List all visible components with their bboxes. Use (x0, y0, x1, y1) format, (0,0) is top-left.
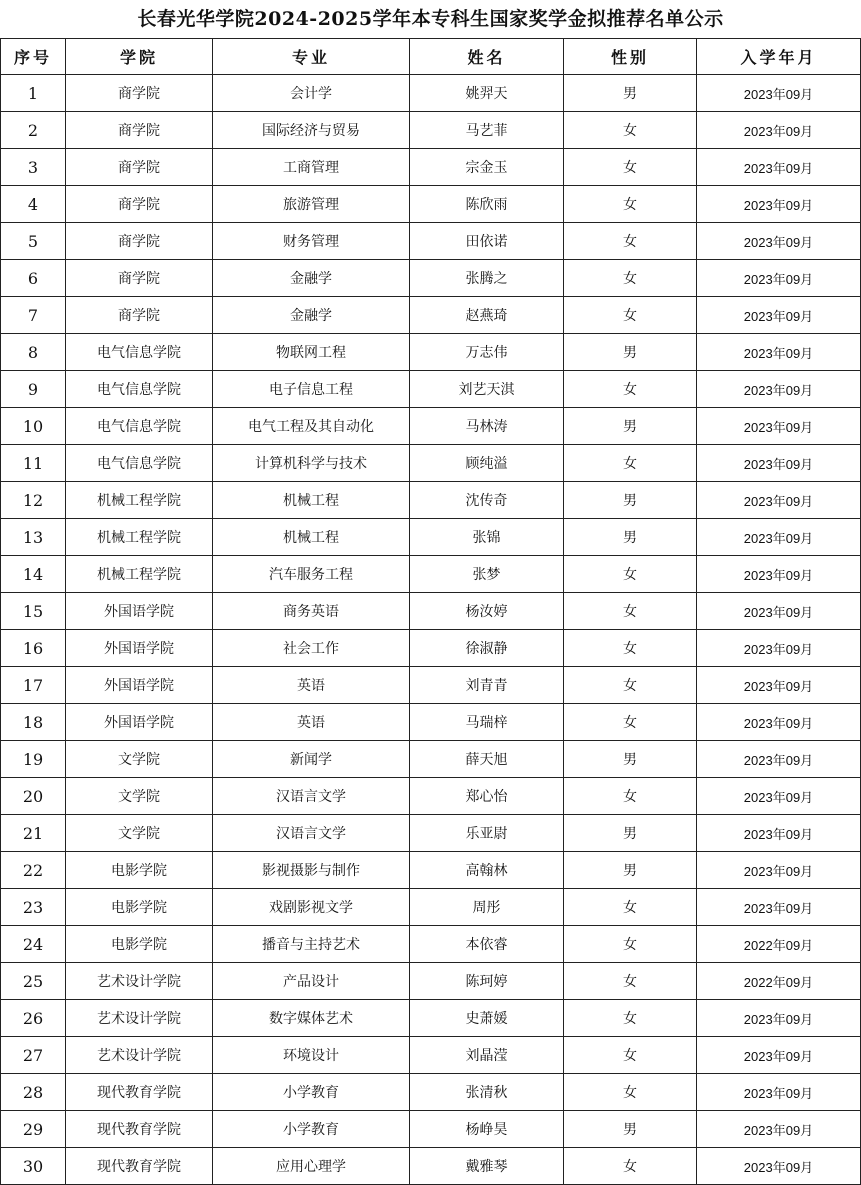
cell-gender: 女 (564, 593, 697, 630)
cell-college: 机械工程学院 (66, 556, 213, 593)
table-row (1, 963, 861, 1000)
cell-gender: 女 (564, 1148, 697, 1185)
cell-college: 电气信息学院 (66, 371, 213, 408)
cell-college: 现代教育学院 (66, 1148, 213, 1185)
cell-gender: 男 (564, 815, 697, 852)
cell-major: 播音与主持艺术 (213, 926, 410, 963)
cell-enrollment-date: 2023年09月 (697, 223, 861, 260)
cell-name: 田依诺 (410, 223, 564, 260)
cell-name: 本依睿 (410, 926, 564, 963)
table-row (1, 223, 861, 260)
cell-college: 电影学院 (66, 889, 213, 926)
cell-major: 影视摄影与制作 (213, 852, 410, 889)
cell-major: 金融学 (213, 260, 410, 297)
cell-serial: 14 (1, 556, 66, 593)
cell-gender: 男 (564, 75, 697, 112)
table-row (1, 186, 861, 223)
cell-serial: 28 (1, 1074, 66, 1111)
table-row (1, 371, 861, 408)
table-body (1, 75, 861, 1185)
cell-major: 机械工程 (213, 519, 410, 556)
cell-enrollment-date: 2023年09月 (697, 1148, 861, 1185)
cell-serial: 30 (1, 1148, 66, 1185)
cell-name: 刘艺天淇 (410, 371, 564, 408)
cell-gender: 女 (564, 1074, 697, 1111)
cell-serial: 17 (1, 667, 66, 704)
cell-gender: 男 (564, 519, 697, 556)
cell-name: 沈传奇 (410, 482, 564, 519)
cell-name: 刘青青 (410, 667, 564, 704)
cell-enrollment-date: 2023年09月 (697, 334, 861, 371)
table-row (1, 778, 861, 815)
cell-major: 社会工作 (213, 630, 410, 667)
cell-enrollment-date: 2023年09月 (697, 445, 861, 482)
cell-college: 外国语学院 (66, 593, 213, 630)
cell-serial: 24 (1, 926, 66, 963)
table-row (1, 1037, 861, 1074)
cell-college: 电气信息学院 (66, 334, 213, 371)
cell-college: 艺术设计学院 (66, 1037, 213, 1074)
cell-gender: 女 (564, 963, 697, 1000)
cell-enrollment-date: 2022年09月 (697, 926, 861, 963)
cell-enrollment-date: 2023年09月 (697, 1111, 861, 1148)
cell-name: 张腾之 (410, 260, 564, 297)
cell-major: 机械工程 (213, 482, 410, 519)
cell-college: 电影学院 (66, 926, 213, 963)
cell-college: 文学院 (66, 778, 213, 815)
cell-serial: 4 (1, 186, 66, 223)
cell-serial: 1 (1, 75, 66, 112)
table-row (1, 482, 861, 519)
header-gender: 性别 (564, 39, 697, 75)
cell-major: 物联网工程 (213, 334, 410, 371)
cell-name: 马艺菲 (410, 112, 564, 149)
cell-name: 宗金玉 (410, 149, 564, 186)
cell-college: 艺术设计学院 (66, 1000, 213, 1037)
cell-college: 电气信息学院 (66, 445, 213, 482)
cell-enrollment-date: 2023年09月 (697, 1000, 861, 1037)
cell-serial: 26 (1, 1000, 66, 1037)
cell-name: 高翰林 (410, 852, 564, 889)
cell-major: 会计学 (213, 75, 410, 112)
header-name: 姓名 (410, 39, 564, 75)
cell-college: 文学院 (66, 815, 213, 852)
cell-college: 外国语学院 (66, 630, 213, 667)
cell-major: 环境设计 (213, 1037, 410, 1074)
cell-name: 赵燕琦 (410, 297, 564, 334)
cell-college: 现代教育学院 (66, 1074, 213, 1111)
cell-major: 戏剧影视文学 (213, 889, 410, 926)
table-row (1, 556, 861, 593)
cell-college: 机械工程学院 (66, 482, 213, 519)
cell-serial: 16 (1, 630, 66, 667)
cell-serial: 8 (1, 334, 66, 371)
cell-gender: 女 (564, 778, 697, 815)
cell-enrollment-date: 2023年09月 (697, 519, 861, 556)
cell-enrollment-date: 2023年09月 (697, 667, 861, 704)
cell-college: 电气信息学院 (66, 408, 213, 445)
cell-serial: 11 (1, 445, 66, 482)
cell-major: 国际经济与贸易 (213, 112, 410, 149)
cell-enrollment-date: 2023年09月 (697, 75, 861, 112)
cell-gender: 女 (564, 1037, 697, 1074)
cell-serial: 21 (1, 815, 66, 852)
cell-gender: 女 (564, 371, 697, 408)
cell-enrollment-date: 2023年09月 (697, 408, 861, 445)
cell-enrollment-date: 2023年09月 (697, 1074, 861, 1111)
cell-major: 旅游管理 (213, 186, 410, 223)
cell-enrollment-date: 2023年09月 (697, 112, 861, 149)
table-row (1, 1148, 861, 1185)
table-row (1, 112, 861, 149)
cell-gender: 女 (564, 630, 697, 667)
cell-college: 电影学院 (66, 852, 213, 889)
cell-gender: 女 (564, 297, 697, 334)
cell-enrollment-date: 2023年09月 (697, 297, 861, 334)
cell-college: 外国语学院 (66, 704, 213, 741)
cell-serial: 20 (1, 778, 66, 815)
cell-serial: 19 (1, 741, 66, 778)
cell-name: 顾纯溢 (410, 445, 564, 482)
cell-serial: 3 (1, 149, 66, 186)
table-row (1, 852, 861, 889)
table-row (1, 445, 861, 482)
cell-serial: 18 (1, 704, 66, 741)
cell-college: 艺术设计学院 (66, 963, 213, 1000)
table-row (1, 1111, 861, 1148)
cell-enrollment-date: 2023年09月 (697, 852, 861, 889)
cell-major: 应用心理学 (213, 1148, 410, 1185)
cell-serial: 13 (1, 519, 66, 556)
cell-gender: 男 (564, 1111, 697, 1148)
table-row (1, 408, 861, 445)
cell-gender: 女 (564, 260, 697, 297)
cell-enrollment-date: 2023年09月 (697, 889, 861, 926)
header-major: 专业 (213, 39, 410, 75)
cell-serial: 25 (1, 963, 66, 1000)
cell-college: 商学院 (66, 112, 213, 149)
cell-major: 汽车服务工程 (213, 556, 410, 593)
table-row (1, 149, 861, 186)
table-row (1, 519, 861, 556)
cell-major: 电子信息工程 (213, 371, 410, 408)
cell-name: 周彤 (410, 889, 564, 926)
table-row (1, 1000, 861, 1037)
cell-name: 张梦 (410, 556, 564, 593)
header-enrollment-date: 入学年月 (697, 39, 861, 75)
cell-gender: 女 (564, 149, 697, 186)
cell-gender: 男 (564, 408, 697, 445)
cell-enrollment-date: 2023年09月 (697, 186, 861, 223)
cell-enrollment-date: 2023年09月 (697, 741, 861, 778)
cell-gender: 女 (564, 667, 697, 704)
cell-name: 戴雅琴 (410, 1148, 564, 1185)
cell-name: 史萧媛 (410, 1000, 564, 1037)
table-row (1, 297, 861, 334)
cell-name: 张锦 (410, 519, 564, 556)
cell-name: 郑心怡 (410, 778, 564, 815)
cell-major: 小学教育 (213, 1111, 410, 1148)
cell-name: 马林涛 (410, 408, 564, 445)
cell-name: 徐淑静 (410, 630, 564, 667)
cell-enrollment-date: 2023年09月 (697, 815, 861, 852)
cell-enrollment-date: 2023年09月 (697, 704, 861, 741)
cell-serial: 12 (1, 482, 66, 519)
cell-gender: 女 (564, 186, 697, 223)
cell-college: 现代教育学院 (66, 1111, 213, 1148)
cell-serial: 9 (1, 371, 66, 408)
cell-serial: 27 (1, 1037, 66, 1074)
cell-serial: 10 (1, 408, 66, 445)
cell-enrollment-date: 2023年09月 (697, 556, 861, 593)
cell-major: 汉语言文学 (213, 815, 410, 852)
header-serial: 序号 (1, 39, 66, 75)
scholarship-table (0, 38, 861, 1185)
header-college: 学院 (66, 39, 213, 75)
cell-major: 新闻学 (213, 741, 410, 778)
table-row (1, 741, 861, 778)
cell-major: 英语 (213, 667, 410, 704)
table-row (1, 667, 861, 704)
cell-major: 产品设计 (213, 963, 410, 1000)
table-header-row (1, 39, 861, 75)
cell-serial: 2 (1, 112, 66, 149)
cell-enrollment-date: 2023年09月 (697, 482, 861, 519)
table-row (1, 75, 861, 112)
table-row (1, 704, 861, 741)
cell-college: 商学院 (66, 297, 213, 334)
cell-serial: 29 (1, 1111, 66, 1148)
cell-enrollment-date: 2023年09月 (697, 149, 861, 186)
cell-major: 金融学 (213, 297, 410, 334)
cell-name: 薛天旭 (410, 741, 564, 778)
cell-college: 商学院 (66, 75, 213, 112)
table-row (1, 889, 861, 926)
cell-name: 杨汝婷 (410, 593, 564, 630)
cell-name: 杨峥昊 (410, 1111, 564, 1148)
cell-college: 商学院 (66, 223, 213, 260)
cell-gender: 女 (564, 112, 697, 149)
table-row (1, 260, 861, 297)
table-row (1, 926, 861, 963)
table-row (1, 593, 861, 630)
table-row (1, 334, 861, 371)
cell-name: 刘晶滢 (410, 1037, 564, 1074)
cell-name: 马瑞梓 (410, 704, 564, 741)
cell-serial: 6 (1, 260, 66, 297)
cell-enrollment-date: 2023年09月 (697, 630, 861, 667)
cell-college: 商学院 (66, 260, 213, 297)
cell-enrollment-date: 2023年09月 (697, 371, 861, 408)
cell-name: 陈珂婷 (410, 963, 564, 1000)
table-row (1, 815, 861, 852)
cell-college: 机械工程学院 (66, 519, 213, 556)
cell-college: 商学院 (66, 186, 213, 223)
cell-gender: 女 (564, 704, 697, 741)
cell-major: 工商管理 (213, 149, 410, 186)
cell-gender: 女 (564, 926, 697, 963)
cell-major: 英语 (213, 704, 410, 741)
cell-name: 乐亚尉 (410, 815, 564, 852)
cell-enrollment-date: 2023年09月 (697, 1037, 861, 1074)
cell-enrollment-date: 2023年09月 (697, 778, 861, 815)
cell-college: 商学院 (66, 149, 213, 186)
cell-major: 数字媒体艺术 (213, 1000, 410, 1037)
cell-gender: 女 (564, 556, 697, 593)
cell-gender: 男 (564, 741, 697, 778)
cell-name: 万志伟 (410, 334, 564, 371)
cell-serial: 15 (1, 593, 66, 630)
cell-enrollment-date: 2022年09月 (697, 963, 861, 1000)
cell-serial: 7 (1, 297, 66, 334)
cell-major: 汉语言文学 (213, 778, 410, 815)
cell-gender: 女 (564, 889, 697, 926)
cell-college: 文学院 (66, 741, 213, 778)
cell-gender: 男 (564, 482, 697, 519)
cell-gender: 男 (564, 334, 697, 371)
cell-major: 商务英语 (213, 593, 410, 630)
cell-college: 外国语学院 (66, 667, 213, 704)
document-title: 长春光华学院2024-2025学年本专科生国家奖学金拟推荐名单公示 (137, 8, 724, 30)
cell-major: 电气工程及其自动化 (213, 408, 410, 445)
cell-major: 小学教育 (213, 1074, 410, 1111)
cell-name: 张清秋 (410, 1074, 564, 1111)
cell-major: 计算机科学与技术 (213, 445, 410, 482)
cell-name: 陈欣雨 (410, 186, 564, 223)
cell-gender: 女 (564, 223, 697, 260)
cell-serial: 5 (1, 223, 66, 260)
table-row (1, 630, 861, 667)
table-row (1, 1074, 861, 1111)
cell-gender: 女 (564, 445, 697, 482)
cell-name: 姚羿天 (410, 75, 564, 112)
cell-enrollment-date: 2023年09月 (697, 593, 861, 630)
cell-major: 财务管理 (213, 223, 410, 260)
cell-serial: 23 (1, 889, 66, 926)
cell-enrollment-date: 2023年09月 (697, 260, 861, 297)
cell-serial: 22 (1, 852, 66, 889)
cell-gender: 女 (564, 1000, 697, 1037)
cell-gender: 男 (564, 852, 697, 889)
